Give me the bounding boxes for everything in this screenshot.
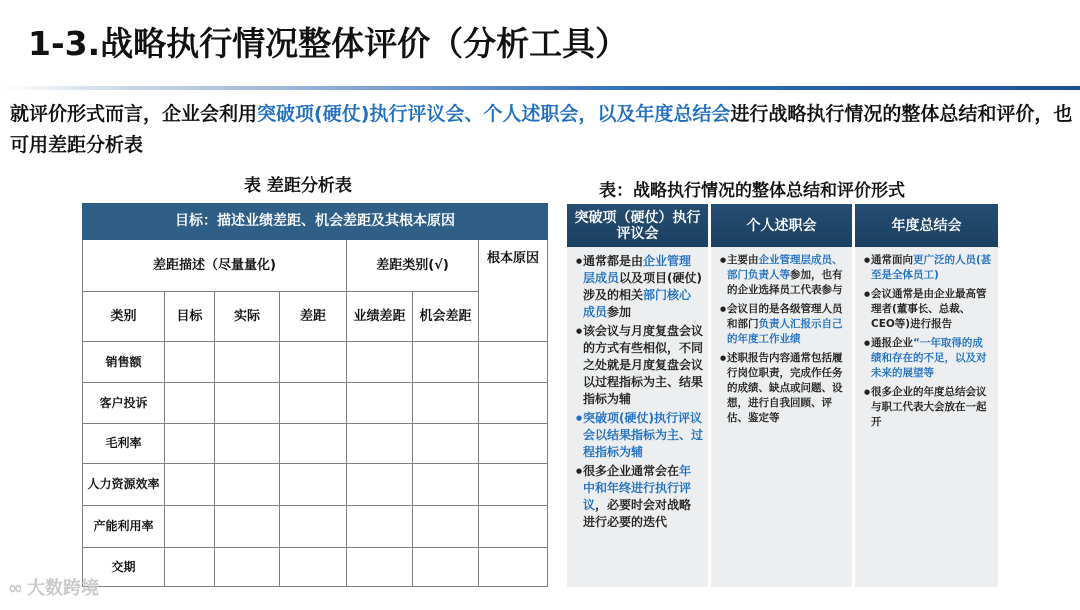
table-cell	[479, 506, 548, 548]
bullet-item	[720, 253, 847, 298]
table-cell	[280, 342, 347, 383]
panel-body	[567, 247, 708, 531]
table-cell	[280, 464, 347, 506]
table-cell	[280, 383, 347, 424]
table-cell	[215, 464, 280, 506]
bullet-item: ● 很多企业的年度总结会议与职工代表大会放在一起开	[864, 385, 993, 430]
panel-personal-report	[711, 204, 852, 587]
table-row-label: 交期	[83, 548, 165, 587]
text: 通报企业	[871, 337, 913, 349]
col-perf-gap: 业绩差距	[347, 292, 413, 342]
table-cell	[165, 464, 215, 506]
intro-text	[10, 99, 1074, 161]
gap-table-header: 目标：描述业绩差距、机会差距及其根本原因	[83, 204, 548, 240]
table-cell	[479, 548, 548, 587]
text: 主要由	[727, 254, 759, 266]
col-target: 目标	[165, 292, 215, 342]
highlight-text: “一年取得的成绩和存在的不足，以及对未来的展望等	[871, 337, 987, 379]
bullet-item: ● 述职报告内容通常包括履行岗位职责，完成作任务的成绩、缺点或问题、设想，进行自我回顾、评估、鉴定等	[720, 351, 847, 426]
highlight-text: 年中和年终进行执行评议	[583, 464, 692, 512]
table-cell	[413, 383, 479, 424]
highlight-text: 部门核心成员	[583, 288, 692, 319]
text: 通常面向	[871, 254, 913, 266]
panel-body	[711, 247, 852, 426]
text: ，必要时会对战略进行必要的迭代	[583, 498, 692, 529]
table-cell	[347, 506, 413, 548]
table-cell	[280, 506, 347, 548]
bullet-item	[576, 253, 703, 321]
logo-mark-icon: ∞	[8, 578, 23, 599]
table-row-label: 客户投诉	[83, 383, 165, 424]
watermark-text: 大数跨境	[27, 578, 99, 599]
bullet-item: ● 突破项(硬仗)执行评议会以结果指标为主、过程指标为辅	[576, 410, 703, 461]
col-category: 类别	[83, 292, 165, 342]
col-gap: 差距	[280, 292, 347, 342]
table-cell	[413, 464, 479, 506]
table-cell	[165, 383, 215, 424]
table-cell	[215, 424, 280, 464]
text: 会议目的是各级管理人员和部门	[727, 303, 843, 330]
table-cell	[347, 548, 413, 587]
bullet-item	[864, 253, 993, 283]
table-cell	[413, 548, 479, 587]
page-title: 1-3.战略执行情况整体评价（分析工具）	[28, 24, 629, 63]
table-cell	[479, 424, 548, 464]
text: 以及项目(硬仗)涉及的相关	[583, 271, 702, 302]
table-cell	[215, 342, 280, 383]
table-row-label: 产能利用率	[83, 506, 165, 548]
text: 参加	[607, 305, 632, 319]
intro-post: 进行战略执行情况的整体总结和评价，也可用差距分析表	[10, 103, 1073, 156]
table-cell	[413, 342, 479, 383]
table-cell	[280, 548, 347, 587]
root-cause-header: 根本原因	[479, 240, 548, 342]
gap-desc-header: 差距描述（尽量量化)	[83, 240, 347, 292]
table-cell	[165, 548, 215, 587]
table-cell	[479, 464, 548, 506]
gap-analysis-table	[82, 203, 548, 587]
panel-title: 年度总结会	[855, 204, 998, 247]
table-row-label: 销售额	[83, 342, 165, 383]
table-row-label: 人力资源效率	[83, 464, 165, 506]
col-opp-gap: 机会差距	[413, 292, 479, 342]
highlight-text: 企业管理层成员、部门负责人等	[727, 254, 843, 281]
table-cell	[215, 383, 280, 424]
bullet-item: ● 该会议与月度复盘会议的方式有些相似，不同之处就是月度复盘会议以过程指标为主、结果指标为辅	[576, 323, 703, 408]
panel-title: 个人述职会	[711, 204, 852, 247]
text: 参加，也有的企业选择员工代表参与	[727, 269, 843, 296]
highlight-text: 企业管理层成员	[583, 254, 692, 285]
panel-title: 突破项（硬仗）执行评议会	[567, 204, 708, 247]
bullet-item	[864, 336, 993, 381]
table-row-label: 毛利率	[83, 424, 165, 464]
table-cell	[347, 424, 413, 464]
table-cell	[215, 548, 280, 587]
panel-annual-summary	[855, 204, 998, 587]
table-cell	[413, 424, 479, 464]
gap-table-caption: 表 差距分析表	[244, 176, 352, 196]
table-cell	[165, 506, 215, 548]
table-cell	[347, 383, 413, 424]
table-cell	[479, 383, 548, 424]
intro-pre: 就评价形式而言，企业会利用	[10, 103, 258, 125]
title-underline	[0, 86, 1080, 90]
text: 通常都是由	[583, 254, 644, 268]
table-cell	[215, 506, 280, 548]
table-cell	[165, 424, 215, 464]
panel-breakthrough-review	[567, 204, 708, 587]
highlight-text: 负责人汇报示自己的年度工作业绩	[727, 318, 843, 345]
intro-highlight: 突破项(硬仗)执行评议会、个人述职会，以及年度总结会	[257, 103, 731, 125]
table-cell	[347, 342, 413, 383]
table-cell	[165, 342, 215, 383]
text: 很多企业通常会在	[583, 464, 680, 478]
table-cell	[347, 464, 413, 506]
bullet-item	[576, 463, 703, 531]
col-actual: 实际	[215, 292, 280, 342]
highlight-text: 更广泛的人员(甚至是全体员工)	[871, 254, 992, 281]
panel-body	[855, 247, 998, 430]
table-cell	[479, 342, 548, 383]
forms-table-caption: 表：战略执行情况的整体总结和评价形式	[599, 181, 905, 201]
bullet-item	[720, 302, 847, 347]
table-cell	[280, 424, 347, 464]
table-cell	[413, 506, 479, 548]
gap-type-header: 差距类别(√)	[347, 240, 479, 292]
bullet-item: ● 会议通常是由企业最高管理者(董事长、总裁、CEO等)进行报告	[864, 287, 993, 332]
watermark-logo	[8, 574, 99, 600]
